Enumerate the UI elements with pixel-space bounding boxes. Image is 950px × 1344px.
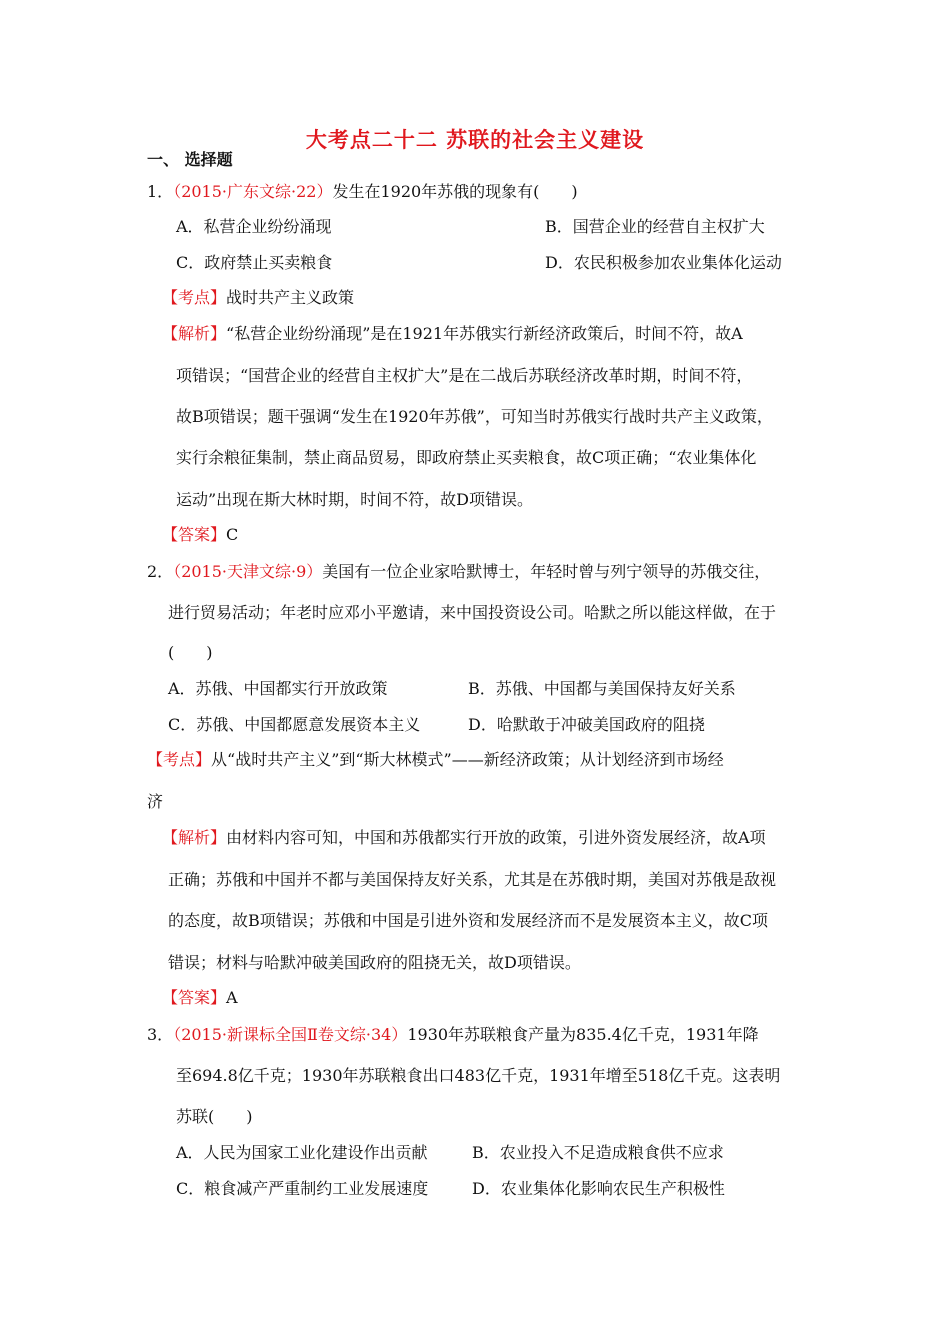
q3-option-b: B．农业投入不足造成粮食供不应求 <box>472 1143 724 1162</box>
q1-number: 1． <box>147 182 174 201</box>
q2-jiexi-line2: 正确；苏俄和中国并不都与美国保持友好关系，尤其是在苏俄时期，美国对苏俄是敌视 <box>168 870 777 889</box>
q3-option-d: D．农业集体化影响农民生产积极性 <box>472 1179 725 1198</box>
q2-jiexi-line1 <box>162 828 766 848</box>
q1-kaodian-label: 【考点】 <box>162 288 227 307</box>
q2-kaodian-text1: 从“战时共产主义”到“斯大林模式”——新经济政策；从计划经济到市场经 <box>211 750 724 769</box>
q1-source: （2015·广东文综·22） <box>173 182 333 201</box>
q1-line <box>147 182 578 202</box>
q3-line1 <box>147 1025 759 1045</box>
q1-stem: 发生在1920年苏俄的现象有( ) <box>332 182 578 201</box>
q1-jiexi-label: 【解析】 <box>162 324 227 343</box>
q2-option-b: B．苏俄、中国都与美国保持友好关系 <box>468 679 736 698</box>
q1-answer-value: C <box>226 525 239 544</box>
q2-answer-label: 【答案】 <box>162 988 227 1007</box>
q1-option-a: A．私营企业纷纷涌现 <box>176 217 332 236</box>
q3-source: （2015·新课标全国Ⅱ卷文综·34） <box>173 1025 408 1044</box>
q1-jiexi-line3: 故B项错误；题干强调“发生在1920年苏俄”，可知当时苏俄实行战时共产主义政策， <box>176 407 773 426</box>
q2-kaodian-line1 <box>147 750 724 770</box>
q3-option-c: C．粮食减产严重制约工业发展速度 <box>176 1179 429 1198</box>
q2-stem-2: 进行贸易活动；年老时应邓小平邀请，来中国投资设公司。哈默之所以能这样做，在于 <box>168 603 777 622</box>
q2-answer <box>162 988 238 1008</box>
q1-kaodian-text: 战时共产主义政策 <box>226 288 355 307</box>
q2-option-a: A．苏俄、中国都实行开放政策 <box>168 679 388 698</box>
q1-option-d: D．农民积极参加农业集体化运动 <box>545 253 782 272</box>
page-title: 大考点二十二 苏联的社会主义建设 <box>305 127 645 152</box>
q3-stem-2: 至694.8亿千克；1930年苏联粮食出口483亿千克，1931年增至518亿千克。这表明 <box>176 1066 781 1085</box>
q1-answer <box>162 525 238 545</box>
q2-jiexi-line3: 的态度，故B项错误；苏俄和中国是引进外资和发展经济而不是发展资本主义，故C项 <box>168 911 769 930</box>
q2-stem-3: ( ) <box>168 643 213 662</box>
q2-jiexi-text1: 由材料内容可知，中国和苏俄都实行开放的政策，引进外资发展经济，故A项 <box>226 828 766 847</box>
q2-jiexi-line4: 错误；材料与哈默冲破美国政府的阻挠无关，故D项错误。 <box>168 953 581 972</box>
q1-option-c: C．政府禁止买卖粮食 <box>176 253 333 272</box>
q1-option-b: B．国营企业的经营自主权扩大 <box>545 217 765 236</box>
q2-option-d: D．哈默敢于冲破美国政府的阻挠 <box>468 715 705 734</box>
q1-jiexi-line1 <box>162 324 743 344</box>
q2-number: 2． <box>147 562 174 581</box>
section-heading: 一、 选择题 <box>147 150 233 169</box>
q1-jiexi-line5: 运动”出现在斯大林时期，时间不符，故D项错误。 <box>176 490 534 509</box>
q2-jiexi-label: 【解析】 <box>162 828 227 847</box>
q1-answer-label: 【答案】 <box>162 525 227 544</box>
q2-kaodian-line2: 济 <box>147 792 164 811</box>
q3-option-a: A．人民为国家工业化建设作出贡献 <box>176 1143 428 1162</box>
q1-kaodian <box>162 288 354 308</box>
q3-number: 3． <box>147 1025 174 1044</box>
q2-option-c: C．苏俄、中国都愿意发展资本主义 <box>168 715 421 734</box>
q2-answer-value: A <box>226 988 238 1007</box>
q1-jiexi-line2: 项错误；“国营企业的经营自主权扩大”是在二战后苏联经济改革时期，时间不符， <box>176 366 753 385</box>
q3-stem-1: 1930年苏联粮食产量为835.4亿千克，1931年降 <box>407 1025 759 1044</box>
q1-jiexi-line4: 实行余粮征集制，禁止商品贸易，即政府禁止买卖粮食，故C项正确；“农业集体化 <box>176 448 757 467</box>
q1-jiexi-text1: “私营企业纷纷涌现”是在1921年苏俄实行新经济政策后，时间不符，故A <box>226 324 743 343</box>
q2-source: （2015·天津文综·9） <box>173 562 323 581</box>
q2-kaodian-label: 【考点】 <box>147 750 212 769</box>
q3-stem-3: 苏联( ) <box>176 1107 253 1126</box>
q2-stem-1: 美国有一位企业家哈默博士，年轻时曾与列宁领导的苏俄交往， <box>322 562 771 581</box>
q2-line1 <box>147 562 770 582</box>
